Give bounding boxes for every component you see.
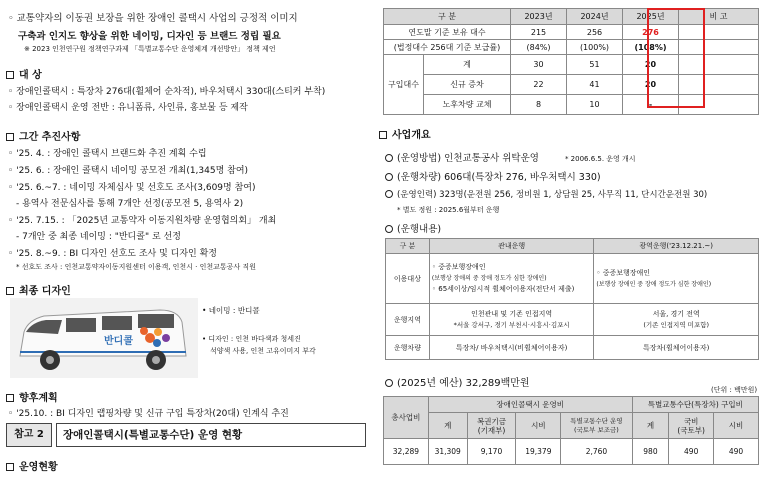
overview-item-2: (운행차량) 606대(특장차 276, 바우처택시 330) [385, 169, 601, 183]
intro-line-2: 구축과 인지도 향상을 위한 네이밍, 디자인 등 브랜드 정립 필요 [18, 31, 281, 42]
table-header: 구 분 [386, 239, 430, 254]
table-header: 총사업비 [384, 397, 429, 439]
table-header: 비 고 [679, 9, 759, 25]
table-row: 운행차량 특장차/ 바우처택시(비휠체어이용자) 특장차(휠체어이용자) [386, 336, 759, 360]
future-heading: 향후계획 [6, 389, 58, 404]
budget-unit: (단위 : 백만원) [711, 386, 758, 394]
progress-heading: 그간 추진사항 [6, 128, 80, 143]
checkbox-icon [6, 71, 14, 79]
table-row: (법정대수 256대 기준 보급률) (84%) (100%) (108%) [384, 40, 759, 55]
vehicle-image [10, 298, 198, 378]
progress-item-4a: - 7개안 중 최종 네이밍 : "반디콜" 로 선정 [16, 232, 181, 242]
highlight-2025-column [647, 8, 705, 108]
progress-note: * 선호도 조사 : 인천교통약자이동지원센터 이용객, 인천시 · 인천교통공사 직원 [16, 263, 256, 271]
checkbox-icon [6, 133, 14, 141]
table-header: 장애인콜택시 운영비 [428, 397, 632, 413]
naming-label: • 네이밍 : 반디콜 [202, 306, 260, 315]
table-row: 신규 증차 22 41 20 [384, 75, 759, 95]
circle-bullet-icon [385, 190, 393, 198]
progress-item-2: ◦ '25. 6. : 장애인 콜택시 네이밍 공모전 개최(1,345명 참여) [8, 166, 249, 176]
table-header: 특별교통수단(특장차) 구입비 [632, 397, 758, 413]
circle-bullet-icon [385, 379, 393, 387]
table-header: 시비 [516, 413, 561, 439]
intro-line-1: ◦ 교통약자의 이동권 보장을 위한 장애인 콜택시 사업의 긍정적 이미지 [8, 13, 298, 24]
reference-box [6, 423, 366, 447]
overview-heading: 사업개요 [379, 126, 431, 141]
status-heading: 운영현황 [6, 458, 58, 473]
left-column [0, 0, 375, 478]
design-label-1: • 디자인 : 인천 바다색과 청세진 [202, 335, 301, 343]
design-heading: 최종 디자인 [6, 282, 71, 297]
table-header: 2024년 [567, 9, 623, 25]
checkbox-icon [6, 463, 14, 471]
circle-bullet-icon [385, 173, 393, 181]
table-header: 시비 [714, 413, 759, 439]
circle-bullet-icon [385, 154, 393, 162]
checkbox-icon [6, 287, 14, 295]
progress-item-3a: - 용역사 전문심사를 통해 7개안 선정(공모전 5, 용역사 2) [16, 199, 244, 209]
progress-item-4: ◦ '25. 7.15. : 「2025년 교통약자 이동지원차량 운영협의회」 개최 [8, 216, 277, 226]
table-header: 2025년 [623, 9, 679, 25]
overview-item-3-note: * 별도 정원 : 2025.6월부터 운행 [397, 206, 500, 214]
table-header: 광역운행('23.12.21.~) [594, 239, 759, 254]
checkbox-icon [6, 394, 14, 402]
target-heading: 대 상 [6, 66, 42, 81]
table-header: 복권기금 (기재부) [467, 413, 516, 439]
table-row: 운행지역 인천관내 및 기존 인접지역 *서울 강서구, 경기 부천시·시흥시·김포시 서울, 경기 전역 (기존 인접지역 미포함) [386, 304, 759, 336]
table-header: 관내운행 [429, 239, 593, 254]
overview-item-1: (운영방법) 인천교통공사 위탁운영 * 2006.6.5. 운영 개시 [385, 150, 636, 164]
checkbox-icon [379, 131, 387, 139]
overview-item-4: (운행내용) [385, 221, 441, 235]
table-row: 32,289 31,309 9,170 19,379 2,760 980 490 490 [384, 439, 759, 465]
van-logo-text: 반디콜 [104, 336, 133, 347]
design-label-2: 석양색 사용, 인천 고유이미지 부각 [210, 347, 316, 355]
operation-table [385, 238, 759, 360]
reference-tag: 참고 2 [6, 423, 52, 447]
future-item-1: ◦ '25.10. : BI 디자인 랩핑차량 및 신규 구입 특장차(20대) 인계식 추진 [8, 409, 289, 419]
overview-item-3: (운영인력) 323명(운전원 256, 정비원 1, 상담원 25, 사무직 11, 단시간운전원 30) [385, 188, 707, 200]
table-row: 연도말 기준 보유 대수 215 256 276 [384, 25, 759, 40]
progress-item-3: ◦ '25. 6.~7. : 네이밍 자체심사 및 선호도 조사(3,609명 참여) [8, 183, 256, 193]
target-item-2: ◦ 장애인콜택시 운영 전반 : 유니폼류, 사인류, 홍보물 등 제작 [8, 103, 248, 113]
table-row: 구입대수 계 30 51 20 [384, 55, 759, 75]
table-header: 계 [428, 413, 467, 439]
table-header: 국비 (국토부) [669, 413, 714, 439]
right-column [375, 0, 765, 478]
table-header: 구 분 [384, 9, 511, 25]
table-header: 특별교통수단 운영 (국토부 보조금) [561, 413, 632, 439]
budget-line: (2025년 예산) 32,289백만원 [385, 374, 530, 389]
table-header: 계 [632, 413, 669, 439]
progress-item-1: ◦ '25. 4. : 장애인 콜택시 브랜드화 추진 계획 수립 [8, 149, 207, 159]
budget-table [383, 396, 759, 465]
circle-bullet-icon [385, 225, 393, 233]
progress-item-5: ◦ '25. 8.~9. : BI 디자인 선호도 조사 및 디자인 확정 [8, 249, 217, 259]
table-row: 이용대상 ◦ 중증보행장애인 (보행상 장애의 중 장애 정도가 심한 장애인) ◦ 65세이상/임시적 휠체어이용자(전단서 제출) ◦ 중증보행장애인 (보행상 장애인 중 장애 정도가 심한 장애인) [386, 254, 759, 304]
target-item-1: ◦ 장애인콜택시 : 특장차 276대(휠체어 순차적), 바우처택시 330대(스티커 부착) [8, 87, 326, 97]
table-header: 2023년 [511, 9, 567, 25]
reference-title: 장애인콜택시(특별교통수단) 운영 현황 [56, 423, 366, 447]
table-row: 노후차량 교체 8 10 - [384, 95, 759, 115]
intro-note: ※ 2023 인천연구원 정책연구과제 「특별교통수단 운영체계 개선방안」 정책 제언 [24, 45, 276, 53]
